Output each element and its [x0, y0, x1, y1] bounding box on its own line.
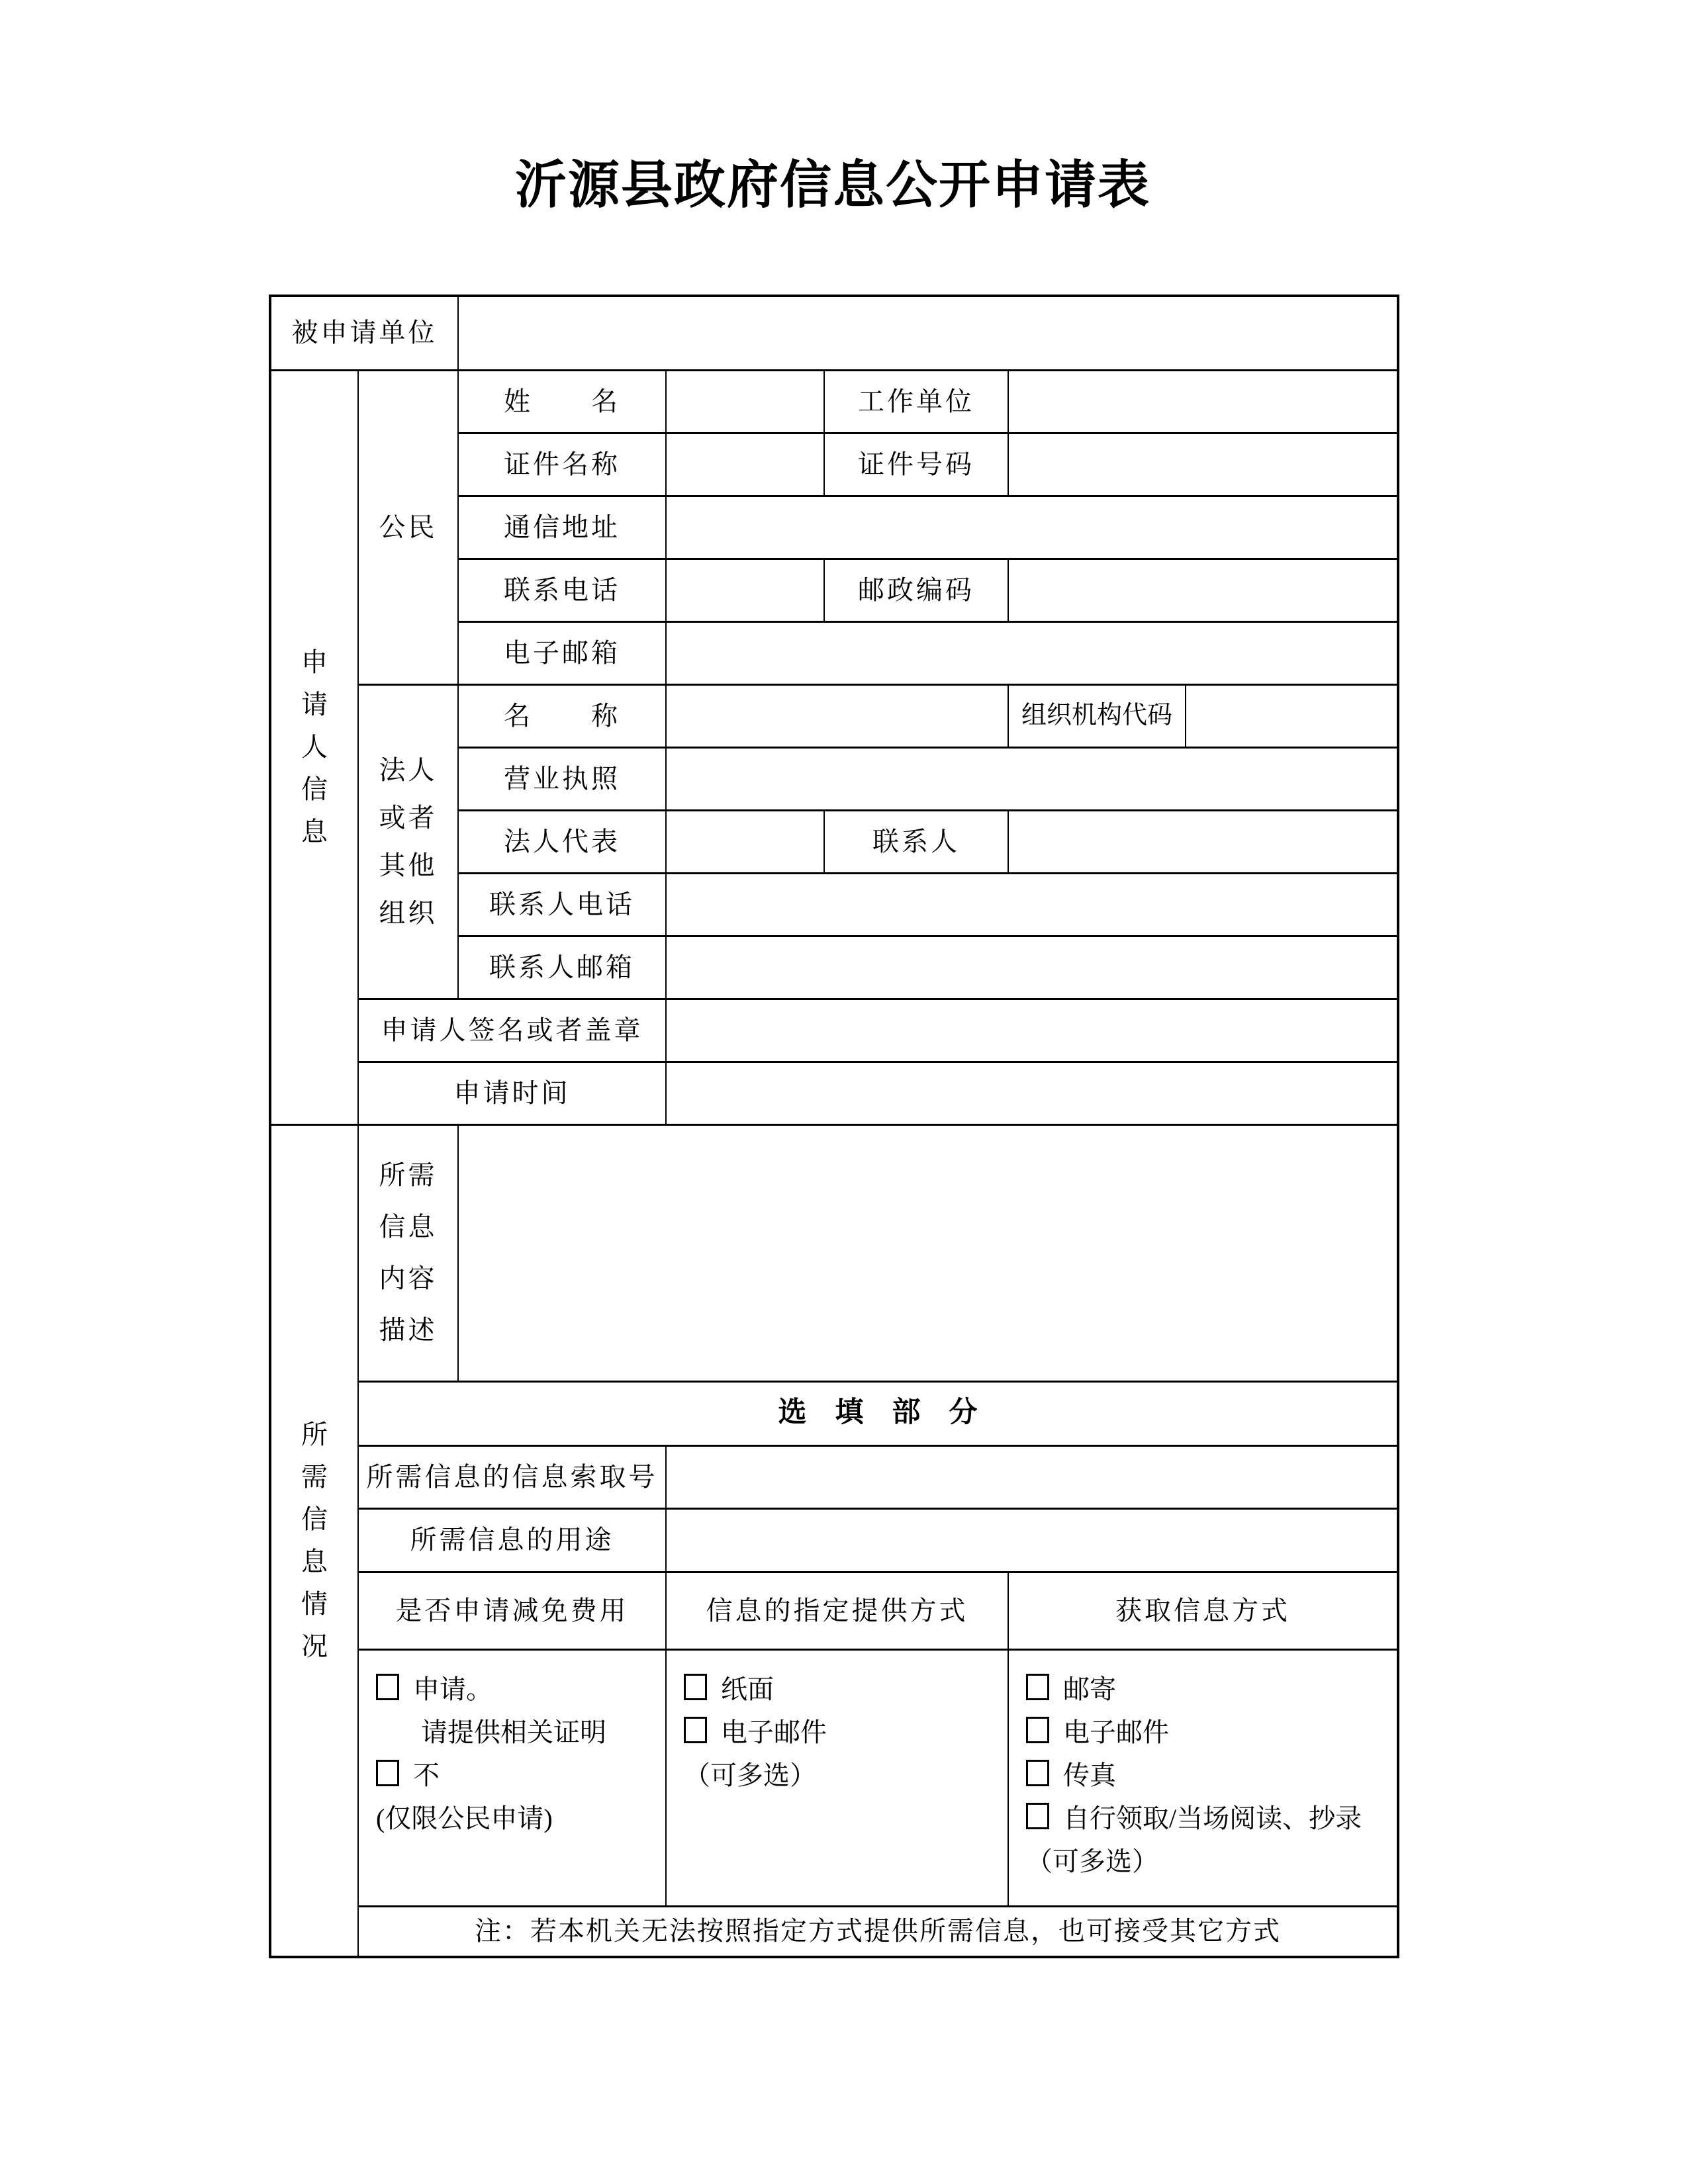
fee-apply-note: 请提供相关证明 — [421, 1717, 606, 1747]
provide-paper-option — [684, 1668, 1002, 1711]
table-row — [270, 370, 1398, 433]
work-unit-field[interactable] — [1008, 370, 1398, 433]
id-name-label: 证件名称 — [458, 433, 666, 496]
required-info-section-cell — [270, 1124, 358, 1957]
purpose-label: 所需信息的用途 — [358, 1508, 666, 1572]
address-field[interactable] — [666, 496, 1398, 559]
table-row — [270, 1906, 1398, 1957]
obtain-fax-option — [1026, 1754, 1391, 1797]
contact-phone-field[interactable] — [666, 873, 1398, 936]
org-code-field[interactable] — [1186, 684, 1398, 747]
address-label: 通信地址 — [458, 496, 666, 559]
fee-waiver-options-cell — [358, 1649, 666, 1906]
obtain-email-option — [1026, 1711, 1391, 1754]
citizen-only-note: (仅限公民申请) — [376, 1803, 553, 1833]
id-name-field[interactable] — [666, 433, 824, 496]
org-name-label: 名 称 — [458, 684, 666, 747]
legal-rep-field[interactable] — [666, 810, 824, 873]
application-form-table — [269, 295, 1399, 1958]
obtain-fax-checkbox[interactable] — [1026, 1760, 1049, 1786]
citizen-group-cell — [358, 370, 458, 684]
org-group-label: 法人 或者 其他 组织 — [379, 754, 438, 928]
table-row — [270, 1649, 1398, 1906]
fee-no-checkbox[interactable] — [376, 1760, 399, 1786]
apply-time-label: 申请时间 — [358, 1062, 666, 1124]
contact-label: 联系人 — [824, 810, 1008, 873]
requested-unit-field[interactable] — [458, 296, 1398, 370]
obtain-email-checkbox[interactable] — [1026, 1717, 1049, 1743]
content-desc-label: 所需 信息 内容 描述 — [379, 1160, 438, 1345]
requested-unit-label: 被申请单位 — [270, 296, 458, 370]
index-number-label: 所需信息的信息索取号 — [358, 1445, 666, 1508]
table-row — [270, 1381, 1398, 1445]
table-row — [270, 684, 1398, 747]
table-row — [270, 1445, 1398, 1508]
fee-apply-checkbox[interactable] — [376, 1674, 399, 1700]
footnote: 注：若本机关无法按照指定方式提供所需信息，也可接受其它方式 — [358, 1906, 1398, 1957]
apply-time-field[interactable] — [666, 1062, 1398, 1124]
contact-field[interactable] — [1008, 810, 1398, 873]
provide-method-header: 信息的指定提供方式 — [666, 1572, 1008, 1649]
provide-email-option — [684, 1711, 1002, 1754]
contact-email-field[interactable] — [666, 936, 1398, 999]
fee-no-label: 不 — [413, 1760, 440, 1790]
signature-field[interactable] — [666, 999, 1398, 1062]
required-info-section-label: 所需信息情况 — [301, 1419, 328, 1661]
obtain-method-options-cell — [1008, 1649, 1398, 1906]
purpose-field[interactable] — [666, 1508, 1398, 1572]
fee-no-option — [376, 1754, 660, 1797]
postcode-label: 邮政编码 — [824, 559, 1008, 621]
provide-email-label: 电子邮件 — [721, 1717, 827, 1747]
form-title: 沂源县政府信息公开申请表 — [514, 156, 1150, 214]
postcode-field[interactable] — [1008, 559, 1398, 621]
fee-apply-option — [376, 1668, 660, 1711]
contact-phone-label: 联系人电话 — [458, 873, 666, 936]
content-desc-field[interactable] — [458, 1124, 1398, 1381]
applicant-info-section-label: 申请人信息 — [301, 647, 328, 846]
license-field[interactable] — [666, 747, 1398, 810]
table-row — [270, 1508, 1398, 1572]
fee-apply-label: 申请。 — [413, 1674, 492, 1704]
signature-label: 申请人签名或者盖章 — [358, 999, 666, 1062]
org-name-field[interactable] — [666, 684, 1008, 747]
email-label: 电子邮箱 — [458, 621, 666, 684]
org-code-label: 组织机构代码 — [1008, 684, 1186, 747]
provide-paper-checkbox[interactable] — [684, 1674, 707, 1700]
optional-section-header: 选 填 部 分 — [358, 1381, 1398, 1445]
name-field[interactable] — [666, 370, 824, 433]
contact-email-label: 联系人邮箱 — [458, 936, 666, 999]
obtain-email-label: 电子邮件 — [1063, 1717, 1169, 1747]
fee-waiver-header: 是否申请减免费用 — [358, 1572, 666, 1649]
obtain-mail-label: 邮寄 — [1063, 1674, 1116, 1704]
citizen-group-label: 公民 — [379, 512, 438, 542]
work-unit-label: 工作单位 — [824, 370, 1008, 433]
phone-label: 联系电话 — [458, 559, 666, 621]
obtain-self-pickup-label: 自行领取/当场阅读、抄录 — [1063, 1803, 1362, 1833]
obtain-mail-option — [1026, 1668, 1391, 1711]
obtain-multi-select-note: （可多选） — [1026, 1846, 1158, 1876]
applicant-info-section-cell — [270, 370, 358, 1124]
obtain-mail-checkbox[interactable] — [1026, 1674, 1049, 1700]
provide-multi-select-note: （可多选） — [684, 1760, 816, 1790]
index-number-field[interactable] — [666, 1445, 1398, 1508]
table-row — [270, 296, 1398, 370]
table-row — [270, 1572, 1398, 1649]
legal-rep-label: 法人代表 — [458, 810, 666, 873]
provide-email-checkbox[interactable] — [684, 1717, 707, 1743]
license-label: 营业执照 — [458, 747, 666, 810]
id-number-label: 证件号码 — [824, 433, 1008, 496]
provide-paper-label: 纸面 — [721, 1674, 774, 1704]
obtain-fax-label: 传真 — [1063, 1760, 1116, 1790]
content-desc-label-cell — [358, 1124, 458, 1381]
obtain-self-pickup-option — [1026, 1797, 1391, 1840]
table-row — [270, 1062, 1398, 1124]
phone-field[interactable] — [666, 559, 824, 621]
provide-method-options-cell — [666, 1649, 1008, 1906]
email-field[interactable] — [666, 621, 1398, 684]
org-group-cell — [358, 684, 458, 999]
id-number-field[interactable] — [1008, 433, 1398, 496]
obtain-self-pickup-checkbox[interactable] — [1026, 1803, 1049, 1829]
name-label: 姓 名 — [458, 370, 666, 433]
obtain-method-header: 获取信息方式 — [1008, 1572, 1398, 1649]
table-row — [270, 1124, 1398, 1381]
table-row — [270, 999, 1398, 1062]
